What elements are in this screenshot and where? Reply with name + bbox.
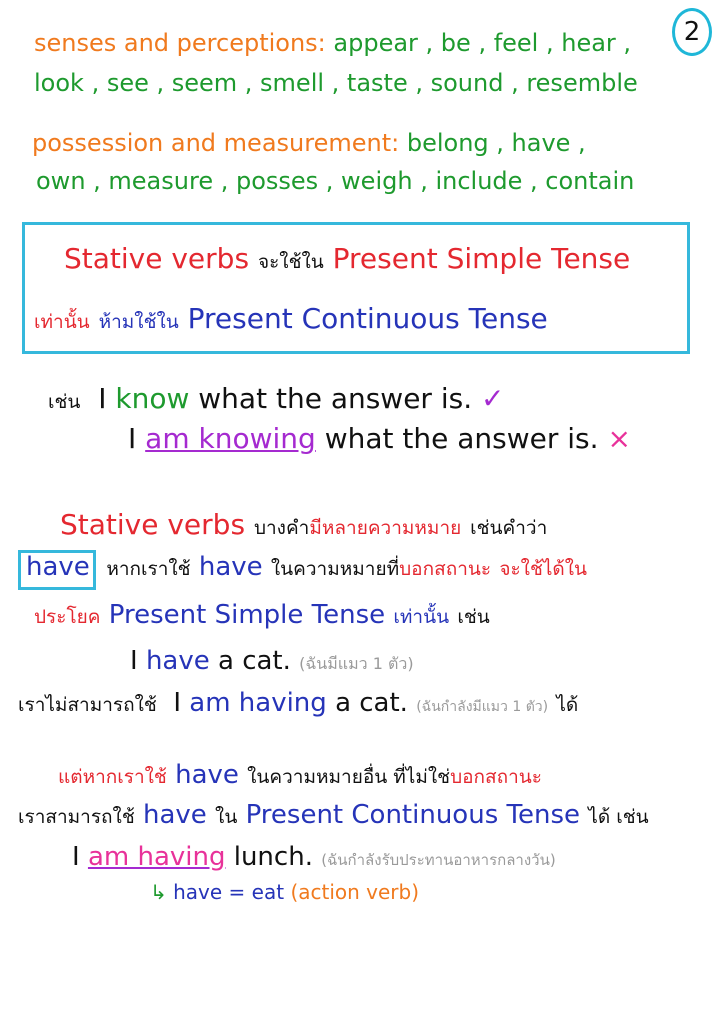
s2-ex1-rest: a cat. [218,646,291,676]
example-label: เช่น [48,391,81,413]
section3-note [150,880,419,904]
s3-in: ใน [215,806,238,828]
rule-present-simple: Present Simple Tense [332,242,631,275]
s3-note-action-verb: (action verb) [290,880,420,904]
s2-some: บางคำ [253,517,310,539]
rule-line-1 [64,242,630,277]
s3-note-have-eat: have = eat [173,880,285,904]
possession-line-1 [32,128,586,158]
arrow-icon: ↳ [150,880,167,904]
example2-verb-am-knowing: am knowing [145,422,316,455]
cross-icon: × [607,422,631,455]
example1-verb-know: know [115,382,190,415]
example2-rest: what the answer is. [324,422,599,455]
section2-line-3 [34,600,490,632]
s2-ex2-translation: (ฉันกำลังมีแมว 1 ตัว) [416,699,549,715]
s2-sentence: ประโยค [34,606,101,628]
senses-words-2: look , see , seem , smell , taste , sound , resemble [34,69,638,97]
possession-words-1: belong , have , [406,129,586,157]
rule-stative: Stative verbs [64,242,250,275]
s3-have: have [175,760,239,790]
s2-such-as: เช่นคำว่า [470,517,548,539]
possession-heading: possession and measurement: [32,129,400,157]
s2-ex2-subject: I [173,688,181,718]
page-number: 2 [672,8,712,56]
s2-ex2-rest: a cat. [335,688,408,718]
s2-ex1-have: have [145,646,210,676]
s2-state: บอกสถานะ [399,558,492,580]
s3-for-example: ได้ เช่น [588,806,649,828]
example1-line-2 [128,422,631,455]
s2-ex1-subject: I [130,646,138,676]
s2-stative: Stative verbs [60,508,246,541]
s2-have: have [198,552,263,582]
section2-line-2 [26,552,587,584]
s2-ex1-translation: (ฉันมีแมว 1 ตัว) [299,654,414,673]
s2-many-meanings: มีหลายความหมาย [309,517,462,539]
s2-only: เท่านั้น [393,606,450,628]
example2-subject: I [128,422,137,455]
senses-line-1 [34,28,631,58]
senses-heading: senses and perceptions: [34,29,326,57]
s3-present-continuous: Present Continuous Tense [245,800,580,830]
section2-example-2 [18,688,578,720]
s3-ex-lunch: lunch. [233,842,313,872]
s3-but-if: แต่หากเราใช้ [58,766,167,788]
s2-ex2-am-having: am having [189,688,327,718]
section3-example [72,842,556,872]
s2-can-use: จะใช้ได้ใน [499,558,588,580]
s3-other-meaning: ในความหมายอื่น ที่ไม่ใช่ [247,766,451,788]
section3-line-1 [58,760,542,792]
s2-have-boxed: have [26,552,90,582]
section3-line-2 [18,800,649,832]
s2-in-meaning: ในความหมายที่ [270,558,400,580]
s3-can-use: เราสามารถใช้ [18,806,135,828]
s2-for-example: เช่น [457,606,490,628]
possession-words-2: own , measure , posses , weigh , include , contain [36,167,635,195]
section2-line-1 [60,508,547,543]
example1-rest: what the answer is. [198,382,473,415]
check-icon: ✓ [481,382,505,415]
s2-present-simple: Present Simple Tense [108,600,386,630]
s2-ex2-cannot: เราไม่สามารถใช้ [18,694,157,716]
s3-ex-subject: I [72,842,80,872]
section2-example-1 [130,646,414,677]
s3-ex-am-having: am having [87,842,226,872]
s3-ex-translation: (ฉันกำลังรับประทานอาหารกลางวัน) [321,851,556,869]
senses-words-1: appear , be , feel , hear , [333,29,632,57]
rule-forbid: ห้ามใช้ใน [98,311,179,333]
rule-present-continuous: Present Continuous Tense [187,302,548,335]
s3-have-2: have [142,800,207,830]
s3-state: บอกสถานะ [450,766,543,788]
s2-if-use: หากเราใช้ [106,558,191,580]
rule-line-2 [34,302,548,337]
s2-ex2-end: ได้ [556,694,579,716]
example1-line-1 [48,382,505,417]
rule-only: เท่านั้น [34,311,90,333]
example1-subject: I [98,382,107,415]
rule-use-in: จะใช้ใน [257,251,324,273]
